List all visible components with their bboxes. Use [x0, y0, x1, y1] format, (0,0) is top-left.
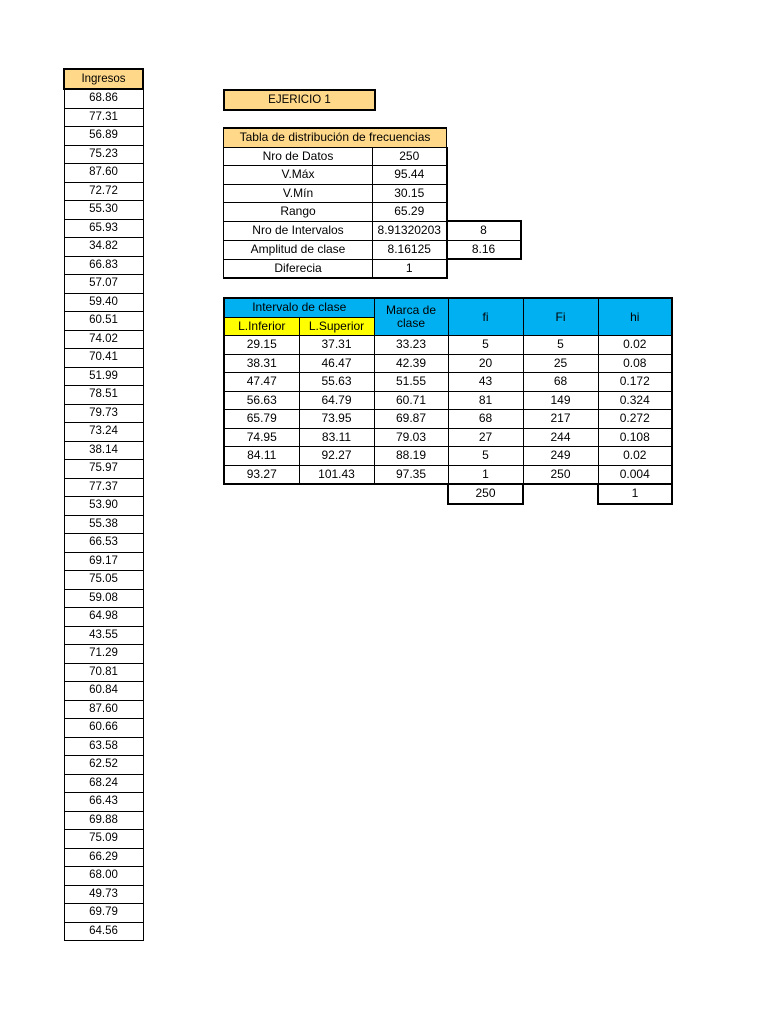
- fi-cell[interactable]: 20: [448, 354, 523, 373]
- summary-label-cell[interactable]: Rango: [224, 203, 373, 222]
- ingresos-cell[interactable]: 75.09: [64, 830, 143, 849]
- fi-cell[interactable]: 27: [448, 428, 523, 447]
- limite-inferior-cell[interactable]: 56.63: [224, 391, 299, 410]
- header-fi[interactable]: fi: [448, 298, 523, 336]
- ingresos-cell[interactable]: 51.99: [64, 367, 143, 386]
- ingresos-cell[interactable]: 75.05: [64, 571, 143, 590]
- hi-cell[interactable]: 0.02: [598, 336, 672, 355]
- ingresos-cell[interactable]: 79.73: [64, 404, 143, 423]
- summary-rounded-cell[interactable]: 8: [447, 221, 521, 240]
- ingresos-cell[interactable]: 59.08: [64, 589, 143, 608]
- ingresos-cell[interactable]: 72.72: [64, 182, 143, 201]
- limite-inferior-cell[interactable]: 74.95: [224, 428, 299, 447]
- header-marca[interactable]: Marca de clase: [374, 298, 448, 336]
- limite-inferior-cell[interactable]: 47.47: [224, 373, 299, 392]
- limite-inferior-cell[interactable]: 65.79: [224, 410, 299, 429]
- summary-label-cell[interactable]: Nro de Intervalos: [224, 221, 373, 240]
- limite-inferior-cell[interactable]: 93.27: [224, 465, 299, 484]
- ingresos-cell[interactable]: 74.02: [64, 330, 143, 349]
- fi-cell[interactable]: 5: [448, 447, 523, 466]
- ingresos-cell[interactable]: 66.29: [64, 848, 143, 867]
- ingresos-cell[interactable]: 73.24: [64, 423, 143, 442]
- marca-clase-cell[interactable]: 33.23: [374, 336, 448, 355]
- limite-inferior-cell[interactable]: 84.11: [224, 447, 299, 466]
- ingresos-cell[interactable]: 77.31: [64, 108, 143, 127]
- ingresos-cell[interactable]: 68.86: [64, 89, 143, 108]
- summary-label-cell[interactable]: Diferecia: [224, 259, 373, 278]
- marca-clase-cell[interactable]: 60.71: [374, 391, 448, 410]
- ingresos-cell[interactable]: 62.52: [64, 756, 143, 775]
- fi-cell[interactable]: 5: [448, 336, 523, 355]
- ingresos-cell[interactable]: 69.88: [64, 811, 143, 830]
- limite-superior-cell[interactable]: 64.79: [299, 391, 374, 410]
- summary-value-cell[interactable]: 8.16125: [373, 240, 447, 259]
- summary-table: [223, 127, 522, 279]
- ingresos-cell[interactable]: 34.82: [64, 238, 143, 257]
- marca-clase-cell[interactable]: 69.87: [374, 410, 448, 429]
- ingresos-cell[interactable]: 43.55: [64, 626, 143, 645]
- summary-value-cell[interactable]: 65.29: [373, 203, 447, 222]
- ingresos-cell[interactable]: 87.60: [64, 164, 143, 183]
- hi-cell[interactable]: 0.004: [598, 465, 672, 484]
- header-intervalo[interactable]: Intervalo de clase: [224, 298, 374, 317]
- hi-cell[interactable]: 0.172: [598, 373, 672, 392]
- ingresos-cell[interactable]: 65.93: [64, 219, 143, 238]
- hi-cell[interactable]: 0.02: [598, 447, 672, 466]
- ingresos-cell[interactable]: 68.00: [64, 867, 143, 886]
- ingresos-cell[interactable]: 66.53: [64, 534, 143, 553]
- ingresos-cell[interactable]: 66.83: [64, 256, 143, 275]
- marca-clase-cell[interactable]: 88.19: [374, 447, 448, 466]
- ingresos-cell[interactable]: 70.81: [64, 663, 143, 682]
- ejercicio-label[interactable]: EJERICIO 1: [223, 89, 376, 111]
- Fi-cell[interactable]: 25: [523, 354, 598, 373]
- summary-title[interactable]: Tabla de distribución de frecuencias: [224, 128, 447, 147]
- Fi-cell[interactable]: 217: [523, 410, 598, 429]
- header-limite-inferior[interactable]: L.Inferior: [224, 317, 299, 336]
- ingresos-cell[interactable]: 75.97: [64, 460, 143, 479]
- ingresos-cell[interactable]: 68.24: [64, 774, 143, 793]
- ingresos-cell[interactable]: 57.07: [64, 275, 143, 294]
- limite-superior-cell[interactable]: 83.11: [299, 428, 374, 447]
- limite-inferior-cell[interactable]: 38.31: [224, 354, 299, 373]
- ingresos-cell[interactable]: 60.51: [64, 312, 143, 331]
- hi-cell[interactable]: 0.324: [598, 391, 672, 410]
- summary-label-cell[interactable]: V.Máx: [224, 166, 373, 185]
- ingresos-cell[interactable]: 71.29: [64, 645, 143, 664]
- header-limite-superior[interactable]: L.Superior: [299, 317, 374, 336]
- ingresos-cell[interactable]: 60.66: [64, 719, 143, 738]
- hi-cell[interactable]: 0.272: [598, 410, 672, 429]
- ingresos-cell[interactable]: 55.38: [64, 515, 143, 534]
- ingresos-cell[interactable]: 59.40: [64, 293, 143, 312]
- fi-cell[interactable]: 1: [448, 465, 523, 484]
- limite-superior-cell[interactable]: 92.27: [299, 447, 374, 466]
- limite-superior-cell[interactable]: 73.95: [299, 410, 374, 429]
- hi-total-cell[interactable]: 1: [598, 484, 672, 504]
- ingresos-cell[interactable]: 55.30: [64, 201, 143, 220]
- ingresos-cell[interactable]: 60.84: [64, 682, 143, 701]
- summary-label-cell[interactable]: V.Mín: [224, 184, 373, 203]
- marca-clase-cell[interactable]: 42.39: [374, 354, 448, 373]
- ingresos-cell[interactable]: 64.98: [64, 608, 143, 627]
- ingresos-cell[interactable]: 69.79: [64, 904, 143, 923]
- ingresos-cell[interactable]: 70.41: [64, 349, 143, 368]
- limite-superior-cell[interactable]: 37.31: [299, 336, 374, 355]
- ingresos-cell[interactable]: 77.37: [64, 478, 143, 497]
- fi-total-cell[interactable]: 250: [448, 484, 523, 504]
- limite-superior-cell[interactable]: 101.43: [299, 465, 374, 484]
- ingresos-cell[interactable]: 38.14: [64, 441, 143, 460]
- hi-cell[interactable]: 0.108: [598, 428, 672, 447]
- ingresos-cell[interactable]: 69.17: [64, 552, 143, 571]
- summary-rounded-cell[interactable]: 8.16: [447, 240, 521, 259]
- ingresos-cell[interactable]: 63.58: [64, 737, 143, 756]
- summary-value-cell[interactable]: 1: [373, 259, 447, 278]
- ingresos-cell[interactable]: 87.60: [64, 700, 143, 719]
- summary-value-cell[interactable]: 95.44: [373, 166, 447, 185]
- marca-clase-cell[interactable]: 97.35: [374, 465, 448, 484]
- Fi-cell[interactable]: 5: [523, 336, 598, 355]
- summary-label-cell[interactable]: Amplitud de clase: [224, 240, 373, 259]
- summary-label-cell[interactable]: Nro de Datos: [224, 147, 373, 166]
- marca-clase-cell[interactable]: 51.55: [374, 373, 448, 392]
- limite-superior-cell[interactable]: 46.47: [299, 354, 374, 373]
- fi-cell[interactable]: 68: [448, 410, 523, 429]
- fi-cell[interactable]: 43: [448, 373, 523, 392]
- marca-clase-cell[interactable]: 79.03: [374, 428, 448, 447]
- summary-value-cell[interactable]: 8.91320203: [373, 221, 447, 240]
- Fi-cell[interactable]: 249: [523, 447, 598, 466]
- ingresos-cell[interactable]: 49.73: [64, 885, 143, 904]
- summary-value-cell[interactable]: 250: [373, 147, 447, 166]
- ingresos-cell[interactable]: 75.23: [64, 145, 143, 164]
- header-Fi-cumulative[interactable]: Fi: [523, 298, 598, 336]
- ingresos-cell[interactable]: 64.56: [64, 922, 143, 941]
- limite-superior-cell[interactable]: 55.63: [299, 373, 374, 392]
- summary-value-cell[interactable]: 30.15: [373, 184, 447, 203]
- Fi-cell[interactable]: 149: [523, 391, 598, 410]
- frequency-table: [223, 297, 673, 505]
- hi-cell[interactable]: 0.08: [598, 354, 672, 373]
- ingresos-cell[interactable]: 78.51: [64, 386, 143, 405]
- Fi-cell[interactable]: 244: [523, 428, 598, 447]
- ingresos-table: [63, 68, 144, 941]
- ingresos-cell[interactable]: 53.90: [64, 497, 143, 516]
- ingresos-header[interactable]: Ingresos: [64, 69, 143, 89]
- header-hi[interactable]: hi: [598, 298, 672, 336]
- ingresos-cell[interactable]: 66.43: [64, 793, 143, 812]
- Fi-cell[interactable]: 250: [523, 465, 598, 484]
- fi-cell[interactable]: 81: [448, 391, 523, 410]
- limite-inferior-cell[interactable]: 29.15: [224, 336, 299, 355]
- Fi-cell[interactable]: 68: [523, 373, 598, 392]
- ingresos-cell[interactable]: 56.89: [64, 127, 143, 146]
